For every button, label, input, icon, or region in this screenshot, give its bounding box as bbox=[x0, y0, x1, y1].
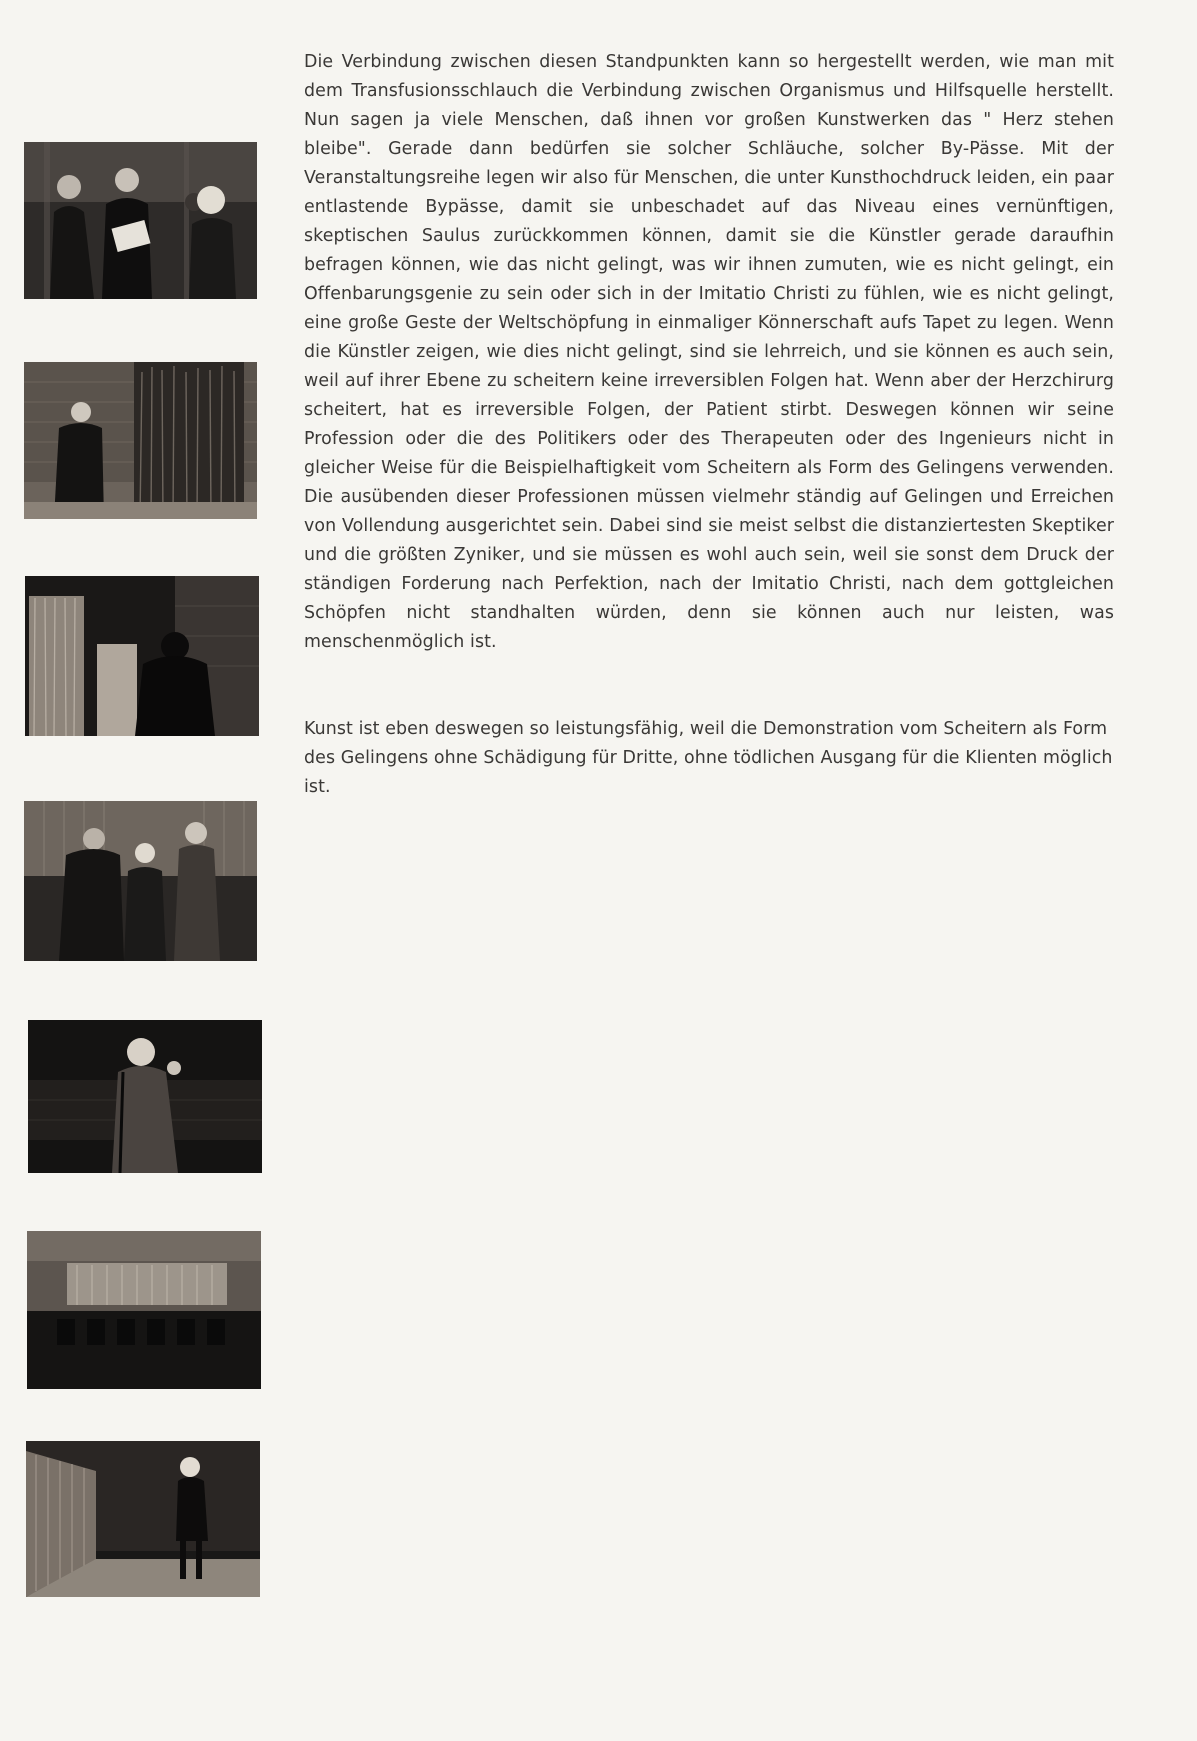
event-photo-1 bbox=[24, 142, 257, 299]
event-photo-5 bbox=[28, 1020, 262, 1173]
paragraph-closing: Kunst ist eben deswegen so leistungsfähig, weil die Demonstration vom Scheitern als Form des Gelingens ohne Schädigung für Dritte, ohne tödlichen Ausgang für die Klienten möglich ist. bbox=[304, 719, 1113, 797]
paragraph-main: Die Verbindung zwischen diesen Standpunkten kann so hergestellt werden, wie man mit dem Transfusionsschlauch die Verbindung zwischen Organismus und Hilfsquelle herstellt. Nun sagen ja viele Menschen, daß ihnen vor großen Kunstwerken das " Herz stehen bleibe". Gerade dann bedürfen sie solcher Schläuche, solcher By-Pässe. Mit der Veranstaltungsreihe legen wir also für Menschen, die unter Kunsthochdruck leiden, ein paar entlastende Bypässe, damit sie unbeschadet auf das Niveau eines vernünftigen, skeptischen Saulus zurückkommen können, damit sie die Künstler gerade daraufhin befragen können, wie das nicht gelingt, was wir ihnen zumuten, wie es nicht gelingt, ein Offenbarungsgenie zu sein oder sich in der Imitatio Christi zu fühlen, wie es nicht gelingt, eine große Geste der Weltschöpfung in einmaliger Könnerschaft aufs Tapet zu legen. Wenn die Künstler zeigen, wie dies nicht gelingt, sind sie lehrreich, und sie können es auch sein, weil auf ihrer Ebene zu scheitern keine irreversiblen Folgen hat. Wenn aber der Herzchirurg scheitert, hat es irreversible Folgen, der Patient stirbt. Deswegen können wir seine Profession oder die des Politikers oder des Therapeuten oder des Ingenieurs nicht in gleicher Weise für die Beispielhaftigkeit vom Scheitern als Form des Gelingens verwenden. Die ausübenden dieser Professionen müssen vielmehr ständig auf Gelingen und Erreichen von Vollendung ausgerichtet sein. Dabei sind sie meist selbst die distanziertesten Skeptiker und die größten Zyniker, und sie müssen es wohl auch sein, weil sie sonst dem Druck der ständigen Forderung nach Perfektion, nach der Imitatio Christi, nach dem gottgleichen Schöpfen nicht standhalten würden, denn sie können auch nur leisten, was menschenmöglich ist. bbox=[304, 52, 1114, 652]
event-photo-3 bbox=[25, 576, 259, 736]
event-photo-7 bbox=[26, 1441, 260, 1597]
event-photo-6 bbox=[27, 1231, 261, 1389]
event-photo-2 bbox=[24, 362, 257, 519]
event-photo-4 bbox=[24, 801, 257, 961]
article-text bbox=[304, 48, 1114, 802]
